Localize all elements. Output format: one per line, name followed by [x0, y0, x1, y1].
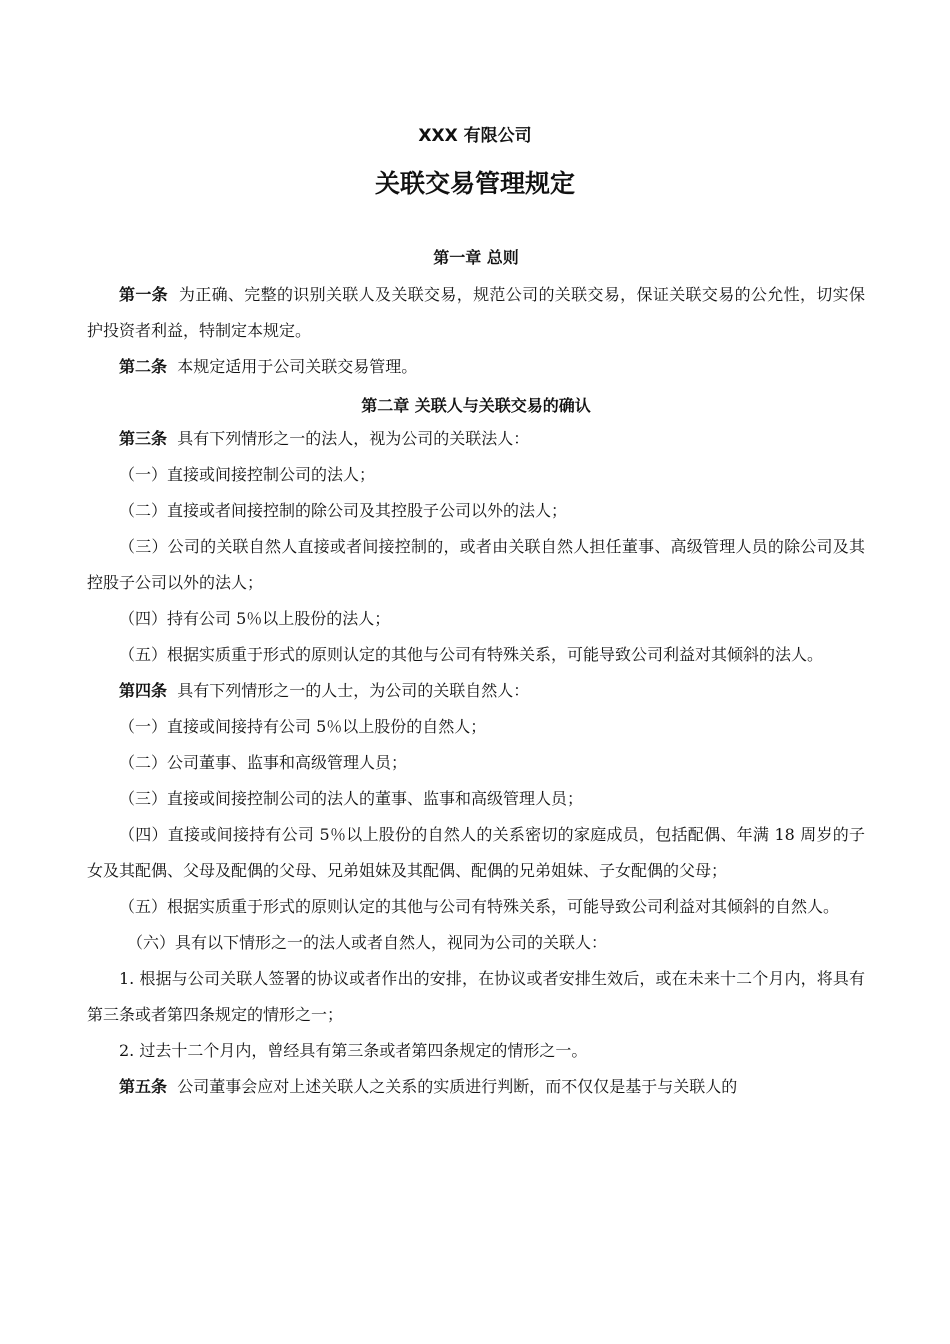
- document-body: [87, 243, 865, 1105]
- company-name: XXX 有限公司: [418, 126, 532, 146]
- article-3-label: 第三条: [119, 429, 168, 448]
- article-4-label: 第四条: [119, 681, 168, 700]
- article-3-text: 具有下列情形之一的法人，视为公司的关联法人：: [177, 429, 530, 448]
- article-2-text: 本规定适用于公司关联交易管理。: [177, 357, 418, 376]
- article-2: [87, 349, 865, 385]
- article-2-label: 第二条: [119, 357, 168, 376]
- list-item: （四）直接或间接持有公司 5％以上股份的自然人的关系密切的家庭成员，包括配偶、年满 18 周岁的子女及其配偶、父母及配偶的父母、兄弟姐妹及其配偶、配偶的兄弟姐妹、子女配偶的父母；: [87, 825, 865, 880]
- list-item: 1. 根据与公司关联人签署的协议或者作出的安排，在协议或者安排生效后，或在未来十二个月内，将具有 第三条或者第四条规定的情形之一；: [87, 969, 865, 1024]
- article-4: [87, 673, 865, 709]
- list-item: （二）公司董事、监事和高级管理人员；: [119, 753, 408, 772]
- article-4-text: 具有下列情形之一的人士，为公司的关联自然人：: [177, 681, 530, 700]
- document-title: 关联交易管理规定: [374, 169, 575, 198]
- article-1-label: 第一条: [119, 285, 169, 304]
- list-item: （五）根据实质重于形式的原则认定的其他与公司有特殊关系，可能导致公司利益对其倾斜的自然人。: [119, 897, 840, 916]
- article-1: [87, 277, 865, 349]
- chapter-2-heading: 第二章 关联人与关联交易的确认: [361, 396, 591, 415]
- list-item: （三）直接或间接控制公司的法人的董事、监事和高级管理人员；: [119, 789, 584, 808]
- article-3: [87, 421, 865, 457]
- article-5: [87, 1069, 865, 1105]
- list-item: （一）直接或间接控制公司的法人；: [119, 465, 376, 484]
- list-item: 2. 过去十二个月内，曾经具有第三条或者第四条规定的情形之一。: [119, 1041, 588, 1060]
- article-5-label: 第五条: [119, 1077, 168, 1096]
- list-item: （一）直接或间接持有公司 5％以上股份的自然人；: [119, 717, 487, 736]
- article-5-text: 公司董事会应对上述关联人之关系的实质进行判断，而不仅仅是基于与关联人的: [177, 1077, 738, 1096]
- list-item: （六）具有以下情形之一的法人或者自然人，视同为公司的关联人：: [127, 933, 608, 952]
- list-item: （四）持有公司 5％以上股份的法人；: [119, 609, 391, 628]
- list-item: （二）直接或者间接控制的除公司及其控股子公司以外的法人；: [119, 501, 568, 520]
- chapter-1-heading: 第一章 总则: [433, 248, 519, 267]
- list-item: （三）公司的关联自然人直接或者间接控制的，或者由关联自然人担任董事、高级管理人员的除公司及其控股子公司以外的法人；: [87, 537, 865, 592]
- list-item: （五）根据实质重于形式的原则认定的其他与公司有特殊关系，可能导致公司利益对其倾斜的法人。: [119, 645, 824, 664]
- article-1-text: 为正确、完整的识别关联人及关联交易，规范公司的关联交易，保证关联交易的公允性，切实保护投资者利益，特制定本规定。: [87, 285, 865, 340]
